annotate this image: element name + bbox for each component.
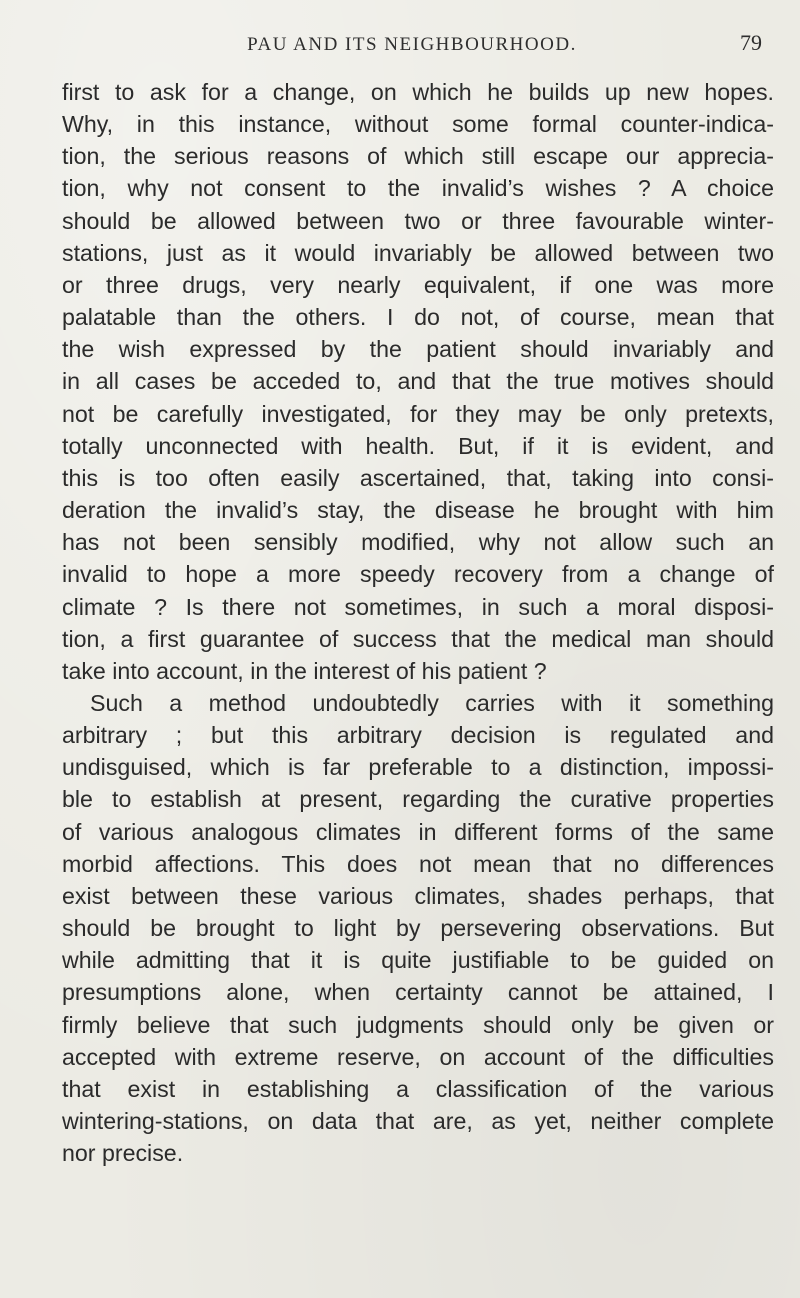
page-number: 79 bbox=[740, 30, 762, 55]
text-line: in all cases be acceded to, and that the true motives should bbox=[62, 368, 774, 395]
text-line: this is too often easily ascertained, that, taking into consi- bbox=[62, 464, 774, 491]
text-line: presumptions alone, when certainty cannot be attained, I bbox=[62, 979, 774, 1006]
text-line: morbid affections. This does not mean that no differences bbox=[62, 850, 774, 877]
text-line: the wish expressed by the patient should invariably and bbox=[62, 336, 774, 363]
text-line: wintering-stations, on data that are, as yet, neither complete bbox=[62, 1108, 774, 1134]
text-line: ble to establish at present, regarding the curative properties bbox=[62, 786, 774, 813]
text-line: Such a method undoubtedly carries with it something bbox=[90, 689, 774, 716]
body-text bbox=[62, 76, 774, 1169]
text-line: firmly believe that such judgments should only be given or bbox=[62, 1011, 774, 1038]
text-line: has not been sensibly modified, why not allow such an bbox=[62, 529, 774, 556]
text-line: invalid to hope a more speedy recovery from a change of bbox=[62, 561, 774, 588]
page-header bbox=[62, 30, 762, 64]
paragraph bbox=[62, 687, 774, 1169]
text-line: tion, a first guarantee of success that the medical man should bbox=[62, 625, 774, 652]
text-line: nor precise. bbox=[62, 1140, 184, 1167]
text-line: palatable than the others. I do not, of course, mean that bbox=[62, 304, 774, 331]
running-head: PAU AND ITS NEIGHBOURHOOD. bbox=[247, 34, 577, 55]
text-line: first to ask for a change, on which he builds up new hopes. bbox=[62, 79, 774, 105]
text-line: tion, why not consent to the invalid’s wishes ? A choice bbox=[62, 175, 774, 202]
text-line: take into account, in the interest of his patient ? bbox=[62, 657, 547, 684]
text-line: not be carefully investigated, for they may be only pretexts, bbox=[62, 400, 774, 427]
text-line: of various analogous climates in different forms of the same bbox=[62, 818, 774, 845]
text-line: stations, just as it would invariably be allowed between two bbox=[62, 239, 774, 266]
text-line: that exist in establishing a classification of the various bbox=[62, 1075, 774, 1102]
text-line: deration the invalid’s stay, the disease he brought with him bbox=[62, 497, 774, 524]
text-line: Why, in this instance, without some formal counter-indica- bbox=[62, 111, 774, 138]
text-line: exist between these various climates, shades perhaps, that bbox=[62, 882, 774, 909]
text-line: climate ? Is there not sometimes, in such a moral disposi- bbox=[62, 593, 774, 620]
text-line: undisguised, which is far preferable to a distinction, impossi- bbox=[62, 754, 774, 781]
text-line: tion, the serious reasons of which still escape our apprecia- bbox=[62, 143, 774, 170]
text-line: should be brought to light by persevering observations. But bbox=[62, 915, 774, 942]
text-line: arbitrary ; but this arbitrary decision is regulated and bbox=[62, 722, 774, 749]
text-line: should be allowed between two or three favourable winter- bbox=[62, 207, 774, 234]
text-line: totally unconnected with health. But, if it is evident, and bbox=[62, 432, 774, 459]
paragraph bbox=[62, 76, 774, 687]
text-line: while admitting that it is quite justifiable to be guided on bbox=[62, 947, 774, 974]
text-line: or three drugs, very nearly equivalent, if one was more bbox=[62, 271, 774, 298]
text-line: accepted with extreme reserve, on account of the difficulties bbox=[62, 1043, 774, 1070]
